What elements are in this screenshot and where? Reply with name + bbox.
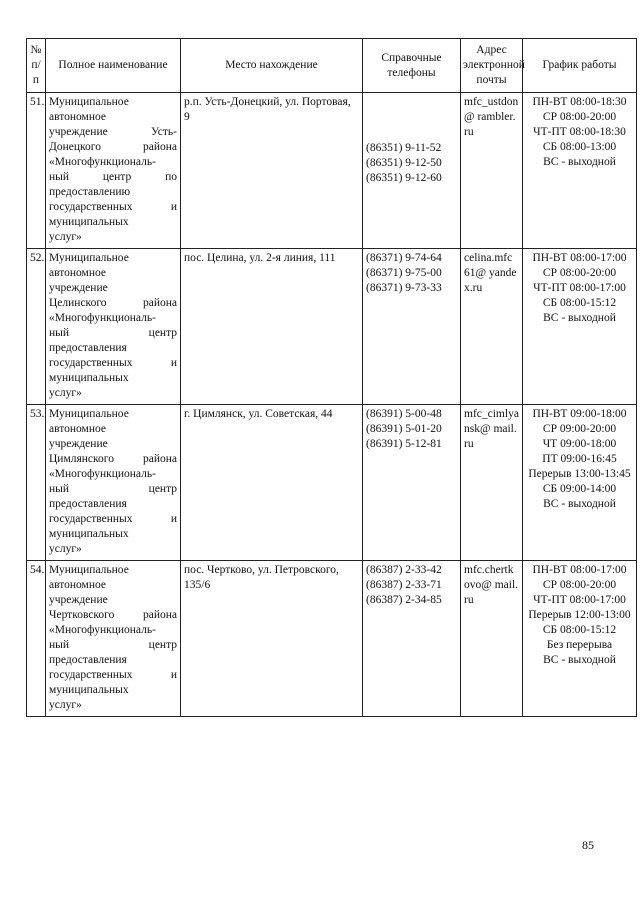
organization-name [46,561,181,717]
location-address: пос. Чертково, ул. Петровского, 135/6 [181,561,363,717]
email-address: mfc_ustdon@ rambler.ru [461,93,523,249]
phone-number: (86371) 9-73-33 [366,282,442,294]
schedule-entry: СБ 08:00-15:12 [542,624,617,636]
organization-name-line: предоставления [49,498,127,510]
schedule-entry: СБ 09:00-14:00 [542,483,617,495]
organization-name-line: автономное [49,267,106,279]
organization-name-line: ный центр [49,483,177,495]
organization-name-line: ный центр [49,639,177,651]
phone-number: (86351) 9-11-52 [366,142,442,154]
mfc-registry-table [26,38,637,717]
schedule-entry: ВС - выходной [543,654,616,666]
schedule-entry: ВС - выходной [543,498,616,510]
phone-list [363,249,461,405]
organization-name-line: Целинского района [49,297,177,309]
phone-number: (86391) 5-00-48 [366,408,442,420]
organization-name-line: «Многофункциональ- [49,156,156,168]
table-row [27,405,637,561]
schedule-entry: ПН-ВТ 08:00-17:00 [532,252,627,264]
organization-name-line: Муниципальное [49,408,129,420]
organization-name-line: Цимлянского района [49,453,177,465]
organization-name-line: Муниципальное [49,564,129,576]
schedule-entry: Без перерыва [546,639,613,651]
schedule-entry: СБ 08:00-13:00 [542,141,617,153]
phone-number: (86351) 9-12-60 [366,172,442,184]
table-row [27,93,637,249]
organization-name-line: ный центр [49,327,177,339]
schedule-entry: Перерыв 13:00-13:45 [528,468,631,480]
table-body [27,93,637,717]
phone-number: (86351) 9-12-50 [366,157,442,169]
organization-name [46,405,181,561]
phone-number: (86387) 2-33-42 [366,564,442,576]
schedule-entry: Перерыв 12:00-13:00 [528,609,631,621]
schedule-entry: СР 08:00-20:00 [542,111,617,123]
phone-number: (86371) 9-75-00 [366,267,442,279]
header-phones: Справочные телефоны [363,39,461,93]
organization-name-line: автономное [49,579,106,591]
schedule-entry: ПТ 09:00-16:45 [542,453,617,465]
organization-name-line: предоставлению [49,186,131,198]
row-number: 54. [27,561,46,717]
schedule-entry: СР 08:00-20:00 [542,267,617,279]
organization-name [46,249,181,405]
phone-number: (86387) 2-34-85 [366,594,442,606]
phone-number: (86371) 9-74-64 [366,252,442,264]
organization-name-line: муниципальных [49,372,129,384]
table-header-row [27,39,637,93]
organization-name-line: «Многофункциональ- [49,312,156,324]
organization-name-line: Чертковского района [49,609,177,621]
organization-name-line: Донецкого района [49,141,177,153]
location-address: пос. Целина, ул. 2-я линия, 111 [181,249,363,405]
schedule-entry: ПН-ВТ 08:00-18:30 [532,96,627,108]
header-schedule: График работы [523,39,637,93]
organization-name-line: ный центр по [49,171,177,183]
organization-name-line: Муниципальное [49,252,129,264]
row-number: 51. [27,93,46,249]
organization-name-line: Муниципальное [49,96,129,108]
schedule-entry: СР 08:00-20:00 [542,579,617,591]
phone-list [363,93,461,249]
organization-name-line: муниципальных [49,216,129,228]
header-num: № п/п [27,39,46,93]
schedule-entry: ЧТ-ПТ 08:00-17:00 [533,594,626,606]
organization-name-line: муниципальных [49,684,129,696]
page-number: 85 [582,838,594,852]
organization-name-line: предоставления [49,342,127,354]
organization-name-line: «Многофункциональ- [49,468,156,480]
work-schedule [523,405,637,561]
phone-number: (86391) 5-12-81 [366,438,442,450]
organization-name [46,93,181,249]
schedule-entry: ПН-ВТ 09:00-18:00 [532,408,627,420]
organization-name-line: учреждение Усть- [49,126,177,138]
organization-name-line: автономное [49,423,106,435]
work-schedule [523,93,637,249]
organization-name-line: муниципальных [49,528,129,540]
organization-name-line: услуг» [49,699,82,711]
location-address: р.п. Усть-Донецкий, ул. Портовая, 9 [181,93,363,249]
organization-name-line: услуг» [49,543,82,555]
organization-name-line: «Многофункциональ- [49,624,156,636]
row-number: 53. [27,405,46,561]
phone-list [363,405,461,561]
header-email: Адрес электронной почты [461,39,523,93]
organization-name-line: учреждение [49,282,108,294]
organization-name-line: государственных и [49,357,177,369]
email-address: celina.mfc 61@ yandex.ru [461,249,523,405]
schedule-entry: ВС - выходной [543,156,616,168]
organization-name-line: автономное [49,111,106,123]
organization-name-line: учреждение [49,438,108,450]
schedule-entry: ЧТ-ПТ 08:00-17:00 [533,282,626,294]
organization-name-line: услуг» [49,231,82,243]
table-row [27,249,637,405]
phone-number: (86387) 2-33-71 [366,579,442,591]
location-address: г. Цимлянск, ул. Советская, 44 [181,405,363,561]
schedule-entry: ПН-ВТ 08:00-17:00 [532,564,627,576]
header-name: Полное наименование [46,39,181,93]
organization-name-line: предоставления [49,654,127,666]
row-number: 52. [27,249,46,405]
header-place: Место нахождение [181,39,363,93]
table-row [27,561,637,717]
organization-name-line: учреждение [49,594,108,606]
phone-list [363,561,461,717]
schedule-entry: ЧТ 09:00-18:00 [542,438,617,450]
work-schedule [523,249,637,405]
phone-number: (86391) 5-01-20 [366,423,442,435]
schedule-entry: СБ 08:00-15:12 [542,297,617,309]
schedule-entry: СР 09:00-20:00 [542,423,617,435]
organization-name-line: услуг» [49,387,82,399]
work-schedule [523,561,637,717]
schedule-entry: ЧТ-ПТ 08:00-18:30 [533,126,626,138]
schedule-entry: ВС - выходной [543,312,616,324]
organization-name-line: государственных и [49,201,177,213]
organization-name-line: государственных и [49,669,177,681]
email-address: mfc_cimlyansk@ mail.ru [461,405,523,561]
email-address: mfc.chertkovo@ mail.ru [461,561,523,717]
organization-name-line: государственных и [49,513,177,525]
